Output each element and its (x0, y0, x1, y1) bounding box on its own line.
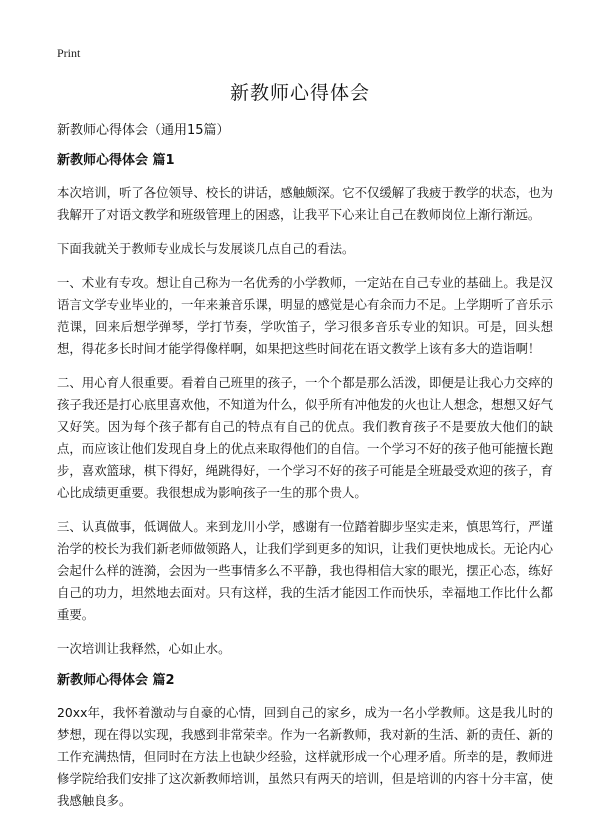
paragraph: 三、认真做事，低调做人。来到龙川小学，感谢有一位踏着脚步坚实走来，慎思笃行，严谨治学的校长为我们新老师做领路人，让我们学到更多的知识，让我们更快地成长。无论内心会起什么样的涟漪，会因为一些事情多么不平静，我也得相信大家的眼光，摆正心态，练好自己的功力，坦然地去面对。只有这样，我的生活才能因工作而快乐，幸福地工作比什么都重要。 (57, 519, 553, 622)
paragraph: 下面我就关于教师专业成长与发展谈几点自己的看法。 (57, 241, 355, 256)
paragraph: 本次培训，听了各位领导、校长的讲话，感触颇深。它不仅缓解了我疲于教学的状态，也为我解开了对语文教学和班级管理上的困惑，让我平下心来让自己在教师岗位上渐行渐远。 (57, 185, 553, 222)
document-subtitle: 新教师心得体会（通用15篇） (57, 123, 230, 138)
paragraph: 一、术业有专攻。想让自己称为一名优秀的小学教师，一定站在自己专业的基础上。我是汉语言文学专业毕业的，一年来兼音乐课，明显的感觉是心有余而力不足。上学期听了音乐示范课，回来后想学弹琴，学打节奏，学吹笛子，学习很多音乐专业的知识。可是，回头想想，得花多长时间才能学得像样啊，如果把这些时间花在语文教学上该有多大的造诣啊！ (57, 275, 553, 356)
section-heading-2: 新教师心得体会 篇2 (57, 673, 175, 688)
paragraph: 20xx年，我怀着激动与自豪的心情，回到自己的家乡，成为一名小学教师。这是我儿时的梦想，现在得以实现，我感到非常荣幸。作为一名新教师，我对新的生活、新的责任、新的工作充满热情，但同时在方法上也缺少经验，这样就形成一个心理矛盾。所幸的是，教师进修学院给我们安排了这次新教师培训，虽然只有两天的培训，但是培训的内容十分丰富，使我感触良多。 (57, 705, 553, 808)
paragraph: 二、用心育人很重要。看着自己班里的孩子，一个个都是那么活泼，即便是让我心力交瘁的孩子我还是打心底里喜欢他，不知道为什么，似乎所有冲他发的火也让人想念，想想又好气又好笑。因为每个孩子都有自己的特点有自己的优点。我们教育孩子不是要放大他们的缺点，而应该让他们发现自身上的优点来取得他们的自信。一个学习不好的孩子他可能擅长跑步，喜欢篮球，棋下得好，绳跳得好，一个学习不好的孩子可能是全班最受欢迎的孩子，育心比成绩更重要。我很想成为影响孩子一生的那个贵人。 (57, 375, 553, 500)
page-title: 新教师心得体会 (229, 82, 370, 104)
section-heading-1: 新教师心得体会 篇1 (57, 153, 175, 168)
paragraph: 一次培训让我释然，心如止水。 (57, 641, 231, 656)
print-link[interactable]: Print (57, 46, 81, 60)
document-body (57, 122, 553, 812)
